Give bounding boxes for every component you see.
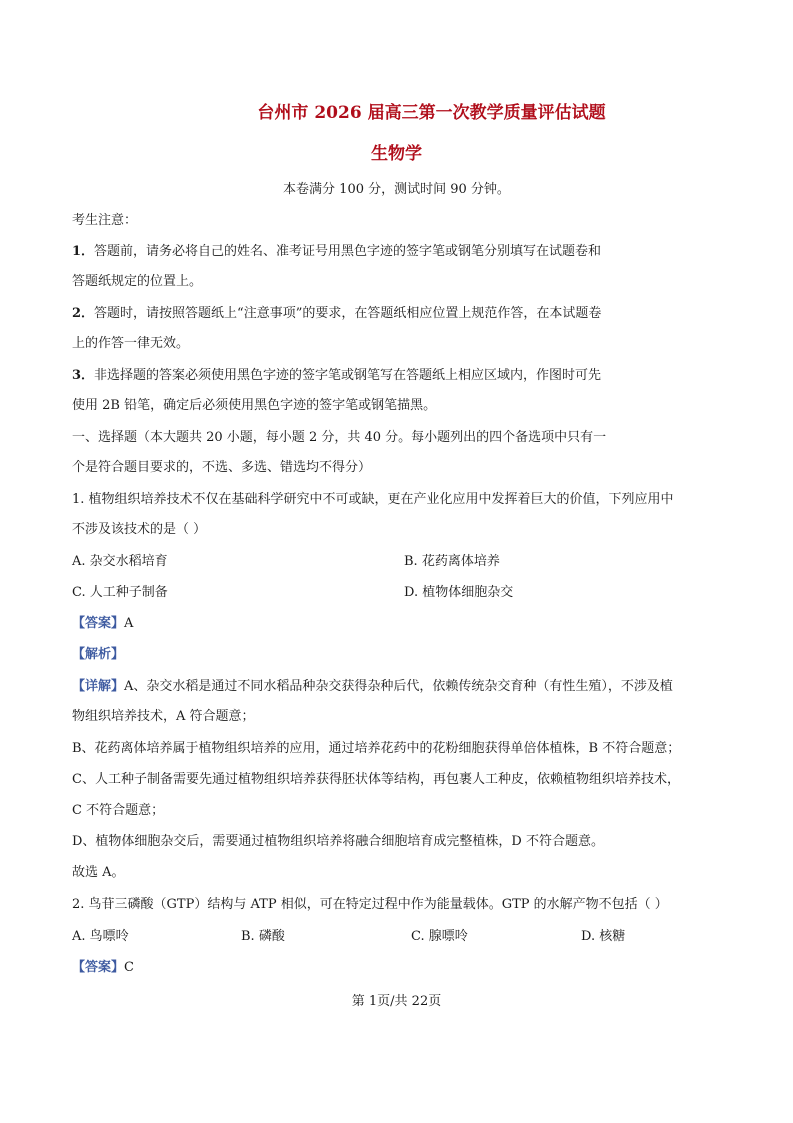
notice-item-3-cont: 使用 2B 铅笔，确定后必须使用黑色字迹的签字笔或钢笔描黑。: [72, 398, 437, 413]
notice-item-3: [72, 364, 601, 383]
question-1-detail-d: D、植物体细胞杂交后，需要通过植物组织培养将融合细胞培育成完整植株，D 不符合题意。: [72, 834, 604, 849]
page-number: 第 1页/共 22页: [351, 994, 442, 1009]
question-1-option-c: C. 人工种子制备: [72, 585, 168, 600]
detail-a-text: A、杂交水稻是通过不同水稻品种杂交获得杂种后代，依赖传统杂交育种（有性生殖），不涉及植: [124, 679, 673, 694]
answer-tag: 【答案】: [72, 960, 125, 975]
notice-item-1-number: 1．: [72, 244, 95, 259]
question-2-option-a: A. 鸟嘌呤: [72, 929, 129, 944]
question-1-detail-a: [72, 675, 673, 694]
question-1-answer: [72, 612, 133, 631]
question-1-option-b: B. 花药离体培养: [404, 554, 500, 569]
question-2-answer: [72, 956, 134, 975]
exam-meta: 本卷满分 100 分，测试时间 90 分钟。: [283, 182, 510, 197]
question-1-detail-a-cont: 物组织培养技术，A 符合题意；: [72, 709, 255, 724]
notice-item-2-cont: 上的作答一律无效。: [72, 336, 190, 351]
question-1-option-a: A. 杂交水稻培育: [72, 554, 168, 569]
answer-value: A: [124, 616, 134, 631]
question-2-option-c: C. 腺嘌呤: [411, 929, 468, 944]
notice-item-1-text: 答题前，请务必将自己的姓名、准考证号用黑色字迹的签字笔或钢笔分别填写在试题卷和: [94, 244, 602, 259]
question-2-option-d: D. 核糖: [581, 929, 626, 944]
notice-item-3-number: 3．: [72, 368, 95, 383]
section-heading-cont: 个是符合题目要求的，不选、多选、错选均不得分）: [72, 460, 372, 475]
notice-item-2: [72, 302, 601, 321]
section-heading: 一、选择题（本大题共 20 小题，每小题 2 分，共 40 分。每小题列出的四个备选项中只有一: [72, 430, 607, 445]
question-1-detail-b: B、花药离体培养属于植物组织培养的应用，通过培养花药中的花粉细胞获得单倍体植株，B 不符合题意；: [72, 741, 681, 756]
question-1-option-d: D. 植物体细胞杂交: [404, 585, 514, 600]
answer-tag: 【答案】: [72, 616, 125, 631]
notice-item-1-cont: 答题纸规定的位置上。: [72, 274, 203, 289]
notice-item-3-text: 非选择题的答案必须使用黑色字迹的签字笔或钢笔写在答题纸上相应区域内，作图时可先: [94, 368, 602, 383]
question-1-stem-cont: 不涉及该技术的是（ ）: [72, 522, 207, 537]
detail-tag: 【详解】: [72, 679, 125, 694]
subject-title: 生物学: [371, 144, 422, 164]
notice-item-1: [72, 240, 601, 259]
question-1-conclusion: 故选 A。: [72, 865, 125, 880]
question-1-analysis-tag: 【解析】: [72, 647, 125, 662]
notice-heading: 考生注意：: [72, 213, 138, 228]
notice-item-2-number: 2．: [72, 306, 95, 321]
question-2-option-b: B. 磷酸: [241, 929, 285, 944]
exam-title: 台州市 2026 届高三第一次教学质量评估试题: [257, 103, 606, 123]
question-1-detail-c: C、人工种子制备需要先通过植物组织培养获得胚状体等结构，再包裹人工种皮，依赖植物组织培养技术，: [72, 772, 680, 787]
question-1-stem: 1. 植物组织培养技术不仅在基础科学研究中不可或缺，更在产业化应用中发挥着巨大的价值，下列应用中: [72, 492, 674, 507]
answer-value: C: [124, 960, 134, 975]
question-1-detail-c-cont: C 不符合题意；: [72, 803, 165, 818]
notice-item-2-text: 答题时，请按照答题纸上“注意事项”的要求，在答题纸相应位置上规范作答，在本试题卷: [94, 306, 602, 321]
question-2-stem: 2. 鸟苷三磷酸（GTP）结构与 ATP 相似，可在特定过程中作为能量载体。GTP 的水解产物不包括（ ）: [72, 897, 668, 912]
